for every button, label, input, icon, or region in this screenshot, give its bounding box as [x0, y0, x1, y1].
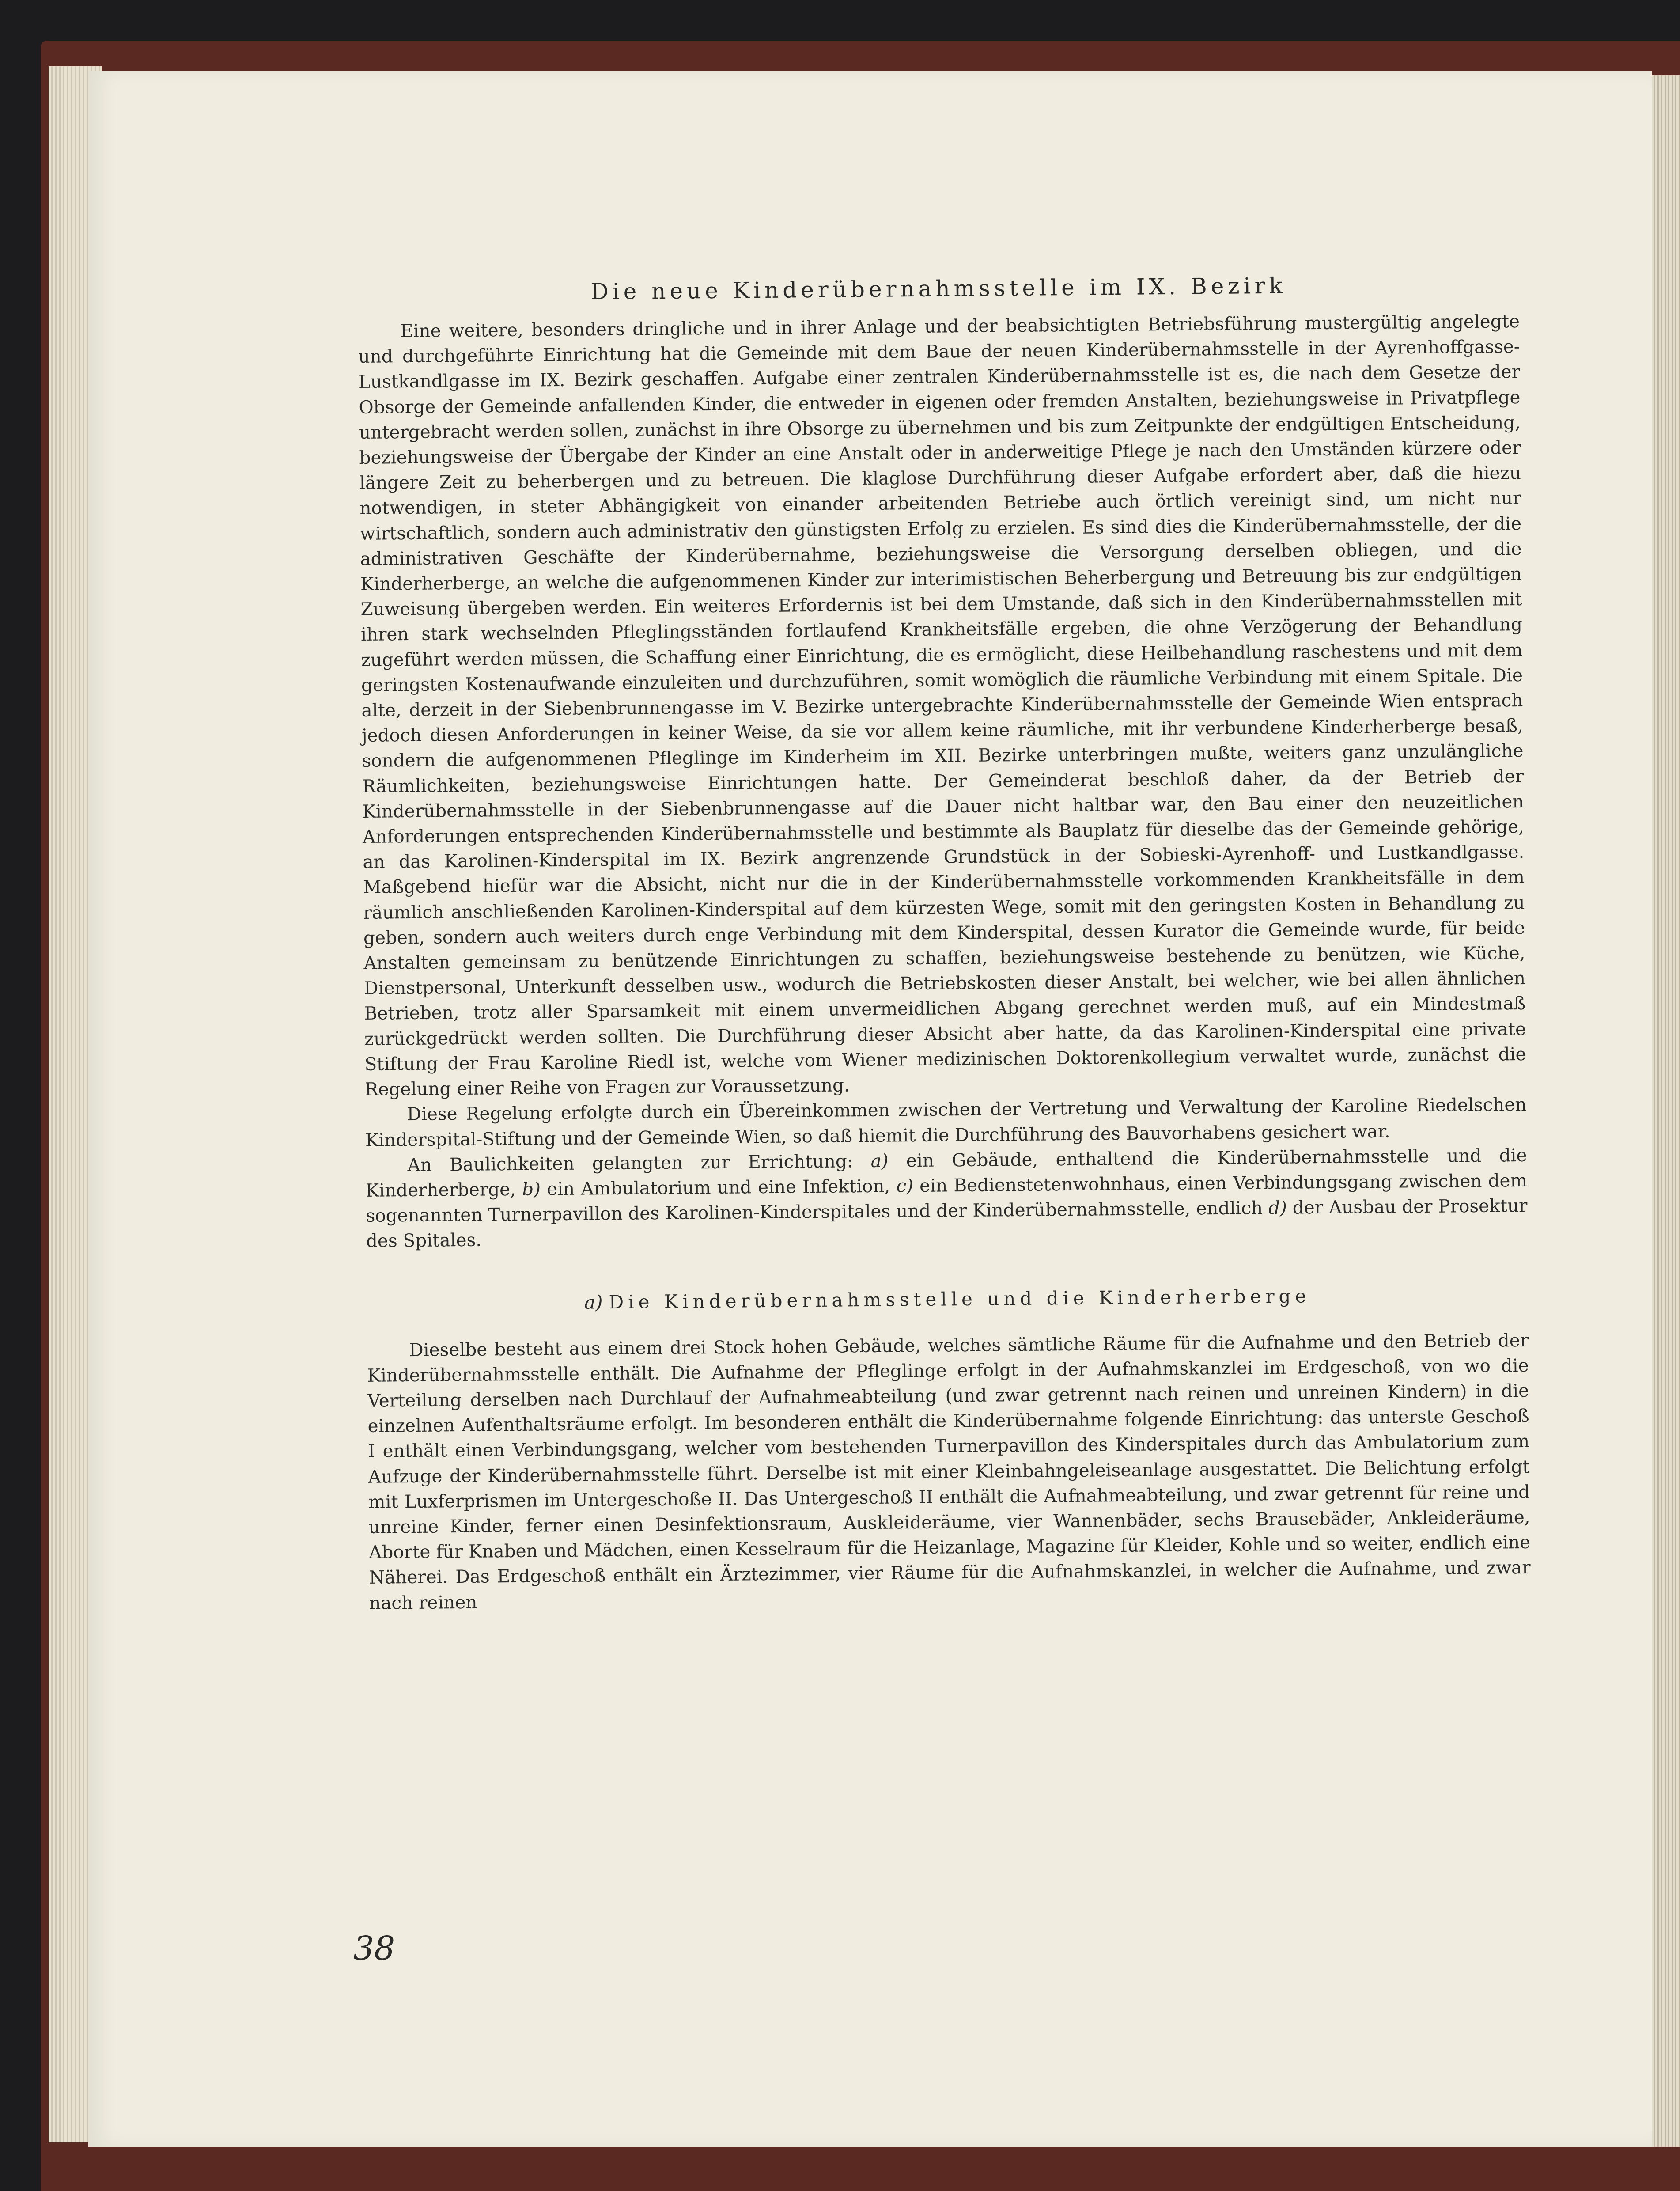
p3-text-5: der Ausbau der Prosektur des Spitales. — [366, 1195, 1528, 1252]
page-content — [358, 268, 1531, 1616]
paragraph-1: Eine weitere, besonders dringliche und in ihrer Anlage und der beabsichtigten Betriebsführung mustergültig angelegte und durchgeführte Einrichtung hat die Gemeinde mit dem Baue der neuen Kinderübernahmsstelle in der Ayrenhoffgasse-Lustkandlgasse im IX. Bezirk geschaffen. Aufgabe einer zentralen Kinderübernahmsstelle ist es, die nach dem Gesetze der Obsorge der Gemeinde anfallenden Kinder, die entweder in eigenen oder fremden Anstalten, beziehungsweise in Privatpflege untergebracht werden sollen, zunächst in ihre Obsorge zu übernehmen und bis zum Zeitpunkte der endgültigen Entscheidung, beziehungsweise der Übergabe der Kinder an eine Anstalt oder in anderweitige Pflege je nach den Umständen kürzere oder längere Zeit zu beherbergen und zu betreuen. Die klaglose Durchführung dieser Aufgabe erfordert aber, daß die hiezu notwendigen, in steter Abhängigkeit von einander arbeitenden Betriebe auch örtlich vereinigt sind, um nicht nur wirtschaftlich, sondern auch administrativ den günstigsten Erfolg zu erzielen. Es sind dies die Kinderübernahmsstelle, der die administrativen Geschäfte der Kinderübernahme, beziehungsweise die Versorgung derselben obliegen, und die Kinderherberge, an welche die aufgenommenen Kinder zur interimistischen Beherbergung und Betreuung bis zur endgültigen Zuweisung übergeben werden. Ein weiteres Erfordernis ist bei dem Umstande, daß sich in den Kinderübernahmsstellen mit ihren stark wechselnden Pfleglingsständen fortlaufend Krankheitsfälle ergeben, die ohne Verzögerung der Behandlung zugeführt werden müssen, die Schaffung einer Einrichtung, die es ermöglicht, diese Heilbehandlung raschestens und mit dem geringsten Kostenaufwande einzuleiten und durchzuführen, somit womöglich die räumliche Verbindung mit einem Spitale. Die alte, derzeit in der Siebenbrunnengasse im V. Bezirke untergebrachte Kinderübernahmsstelle der Gemeinde Wien entsprach jedoch diesen Anforderungen in keiner Weise, da sie vor allem keine räumliche, mit ihr verbundene Kinderherberge besaß, sondern die aufgenommenen Pfleglinge im Kinderheim im XII. Bezirke unterbringen mußte, weiters ganz unzulängliche Räumlichkeiten, beziehungsweise Einrichtungen hatte. Der Gemeinderat beschloß daher, da der Betrieb der Kinderübernahmsstelle in der Siebenbrunnengasse auf die Dauer nicht haltbar war, den Bau einer den neuzeitlichen Anforderungen entsprechenden Kinderübernahmsstelle und bestimmte als Bauplatz für dieselbe das der Gemeinde gehörige, an das Karolinen-Kinderspital im IX. Bezirk angrenzende Grundstück in der Sobieski-Ayrenhoff- und Lustkandlgasse. Maßgebend hiefür war die Absicht, nicht nur die in der Kinderübernahmsstelle vorkommenden Krankheitsfälle in dem räumlich anschließenden Karolinen-Kinderspital auf dem kürzesten Wege, somit mit den geringsten Kosten in Behandlung zu geben, sondern auch weiters durch enge Verbindung mit dem Kinderspital, dessen Kurator die Gemeinde wurde, für beide Anstalten gemeinsam zu benützende Einrichtungen zu schaffen, beziehungsweise bestehende zu benützen, wie Küche, Dienstpersonal, Unterkunft desselben usw., wodurch die Betriebskosten dieser Anstalt, bei welcher, wie bei allen ähnlichen Betrieben, trotz aller Sparsamkeit mit einem unvermeidlichen Abgang gerechnet werden muß, auf ein Mindestmaß zurückgedrückt werden sollten. Die Durchführung dieser Absicht aber hatte, da das Karolinen-Kinderspital eine private Stiftung der Frau Karoline Riedl ist, welche vom Wiener medizinischen Doktorenkollegium verwaltet wurde, zunächst die Regelung einer Reihe von Fragen zur Voraussetzung. — [358, 311, 1526, 1100]
p3-text-1: An Baulichkeiten gelangten zur Errichtung: — [407, 1150, 871, 1175]
p3-text-2: ein Gebäude, enthaltend die Kinderübernahmsstelle und die Kinderherberge, — [365, 1144, 1527, 1201]
p3-marker-a: a) — [870, 1150, 889, 1171]
p3-text-3: ein Ambulatorium und eine Infektion, — [540, 1175, 897, 1200]
paragraph-2: Diese Regelung erfolgte durch ein Übereinkommen zwischen der Vertretung und Verwaltung der Karoline Riedelschen Kinderspital-Stiftung und der Gemeinde Wien, so daß hiemit die Durchführung des Bauvorhabens gesichert war. — [365, 1094, 1527, 1151]
page-edges-right — [1652, 75, 1680, 2147]
section-title: Die Kinderübernahmsstelle und die Kinderherberge — [609, 1285, 1311, 1313]
p3-text-4: ein Bedienstetenwohnhaus, einen Verbindungsgang zwischen dem sogenannten Turnerpavillon des Karolinen-Kinderspitales und der Kinderübernahmsstelle, endlich — [366, 1169, 1528, 1227]
page-number: 38 — [353, 1929, 395, 1967]
paragraph-3 — [365, 1143, 1528, 1254]
section-heading — [367, 1281, 1528, 1317]
p3-marker-b: b) — [522, 1178, 541, 1200]
paragraph-4: Dieselbe besteht aus einem drei Stock hohen Gebäude, welches sämtliche Räume für die Aufnahme und den Betrieb der Kinderübernahmsstelle enthält. Die Aufnahme der Pfleglinge erfolgt in der Aufnahmskanzlei im Erdgeschoß, von wo die Verteilung derselben nach Durchlauf der Aufnahmeabteilung (und zwar getrennt nach reinen und unreinen Kindern) in die einzelnen Aufenthaltsräume erfolgt. Im besonderen enthält die Kinderübernahme folgende Einrichtung: das unterste Geschoß I enthält einen Verbindungsgang, welcher vom bestehenden Turnerpavillon des Kinderspitales durch das Ambulatorium zum Aufzuge der Kinderübernahmsstelle führt. Derselbe ist mit einer Kleinbahngeleiseanlage ausgestattet. Die Belichtung erfolgt mit Luxferprismen im Untergeschoße II. Das Untergeschoß II enthält die Aufnahmeabteilung, und zwar getrennt für reine und unreine Kinder, ferner einen Desinfektionsraum, Auskleideräume, vier Wannenbäder, sechs Brausebäder, Ankleideräume, Aborte für Knaben und Mädchen, einen Kesselraum für die Heizanlage, Magazine für Kleider, Kohle und so weiter, endlich eine Näherei. Das Erdgeschoß enthält ein Ärztezimmer, vier Räume für die Aufnahmskanzlei, in welcher die Aufnahme, und zwar nach reinen — [367, 1329, 1531, 1614]
page-title: Die neue Kinderübernahmsstelle im IX. Bezirk — [590, 273, 1287, 305]
p3-marker-d: d) — [1268, 1197, 1287, 1219]
section-prefix: a) — [584, 1291, 603, 1313]
p3-marker-c: c) — [896, 1175, 914, 1197]
